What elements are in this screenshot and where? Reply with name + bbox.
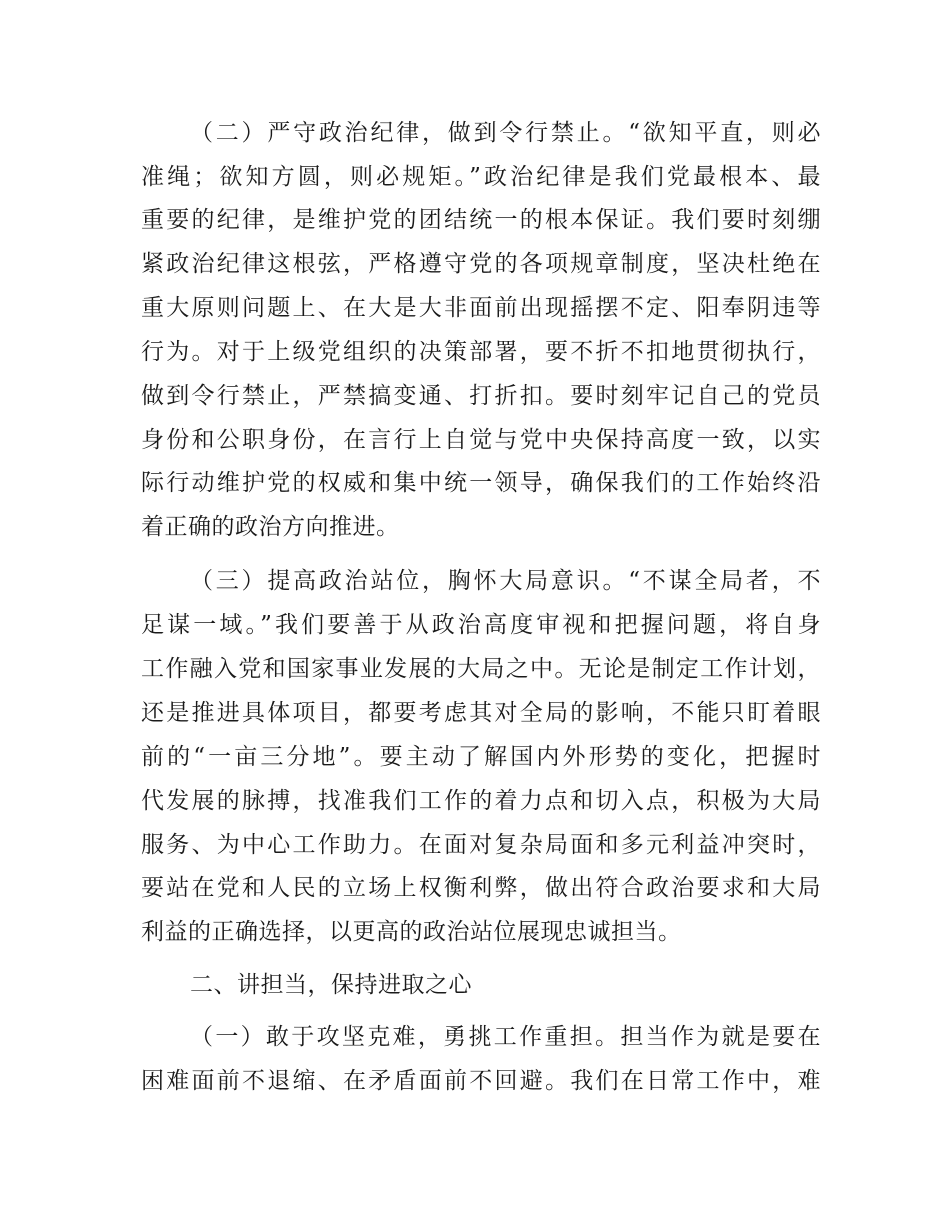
paragraph-1-line-10: 着正确的政治方向推进。 [141, 514, 400, 540]
paragraph-1-line-5: 重大原则问题上、在大是大非面前出现摇摆不定、阳奉阴违等 [141, 295, 821, 321]
paragraph-3-line-1: （一）敢于攻坚克难，勇挑工作重担。担当作为就是要在 [190, 1024, 821, 1050]
paragraph-2-line-7: 服务、为中心工作助力。在面对复杂局面和多元利益冲突时， [141, 832, 821, 858]
paragraph-1-line-7: 做到令行禁止，严禁搞变通、打折扣。要时刻牢记自己的党员 [141, 383, 821, 409]
paragraph-1-line-8: 身份和公职身份，在言行上自觉与党中央保持高度一致，以实 [141, 427, 821, 453]
paragraph-2-line-6: 代发展的脉搏，找准我们工作的着力点和切入点，积极为大局 [141, 788, 821, 814]
paragraph-2-line-8: 要站在党和人民的立场上权衡利弊，做出符合政治要求和大局 [141, 875, 821, 901]
paragraph-2-line-3: 工作融入党和国家事业发展的大局之中。无论是制定工作计划， [141, 656, 821, 682]
paragraph-1-line-9: 际行动维护党的权威和集中统一领导，确保我们的工作始终沿 [141, 470, 821, 496]
paragraph-1-line-2: 准绳；欲知方圆，则必规矩。”政治纪律是我们党最根本、最 [141, 164, 821, 190]
paragraph-3-line-2: 困难面前不退缩、在矛盾面前不回避。我们在日常工作中，难 [141, 1068, 821, 1094]
paragraph-1-line-1: （二）严守政治纪律，做到令行禁止。“欲知平直，则必 [190, 120, 821, 146]
paragraph-2-line-4: 还是推进具体项目，都要考虑其对全局的影响，不能只盯着眼 [141, 700, 821, 726]
section-heading: 二、讲担当，保持进取之心 [190, 972, 472, 998]
paragraph-1-line-4: 紧政治纪律这根弦，严格遵守党的各项规章制度，坚决杜绝在 [141, 251, 821, 277]
paragraph-2-line-2: 足谋一域。”我们要善于从政治高度审视和把握问题，将自身 [141, 612, 821, 638]
paragraph-2-line-9: 利益的正确选择，以更高的政治站位展现忠诚担当。 [141, 919, 682, 945]
paragraph-1-line-6: 行为。对于上级党组织的决策部署，要不折不扣地贯彻执行， [141, 339, 821, 365]
paragraph-2-line-5: 前的“一亩三分地”。要主动了解国内外形势的变化，把握时 [141, 744, 821, 770]
paragraph-2-line-1: （三）提高政治站位，胸怀大局意识。“不谋全局者，不 [190, 568, 821, 594]
paragraph-1-line-3: 重要的纪律，是维护党的团结统一的根本保证。我们要时刻绷 [141, 207, 821, 233]
